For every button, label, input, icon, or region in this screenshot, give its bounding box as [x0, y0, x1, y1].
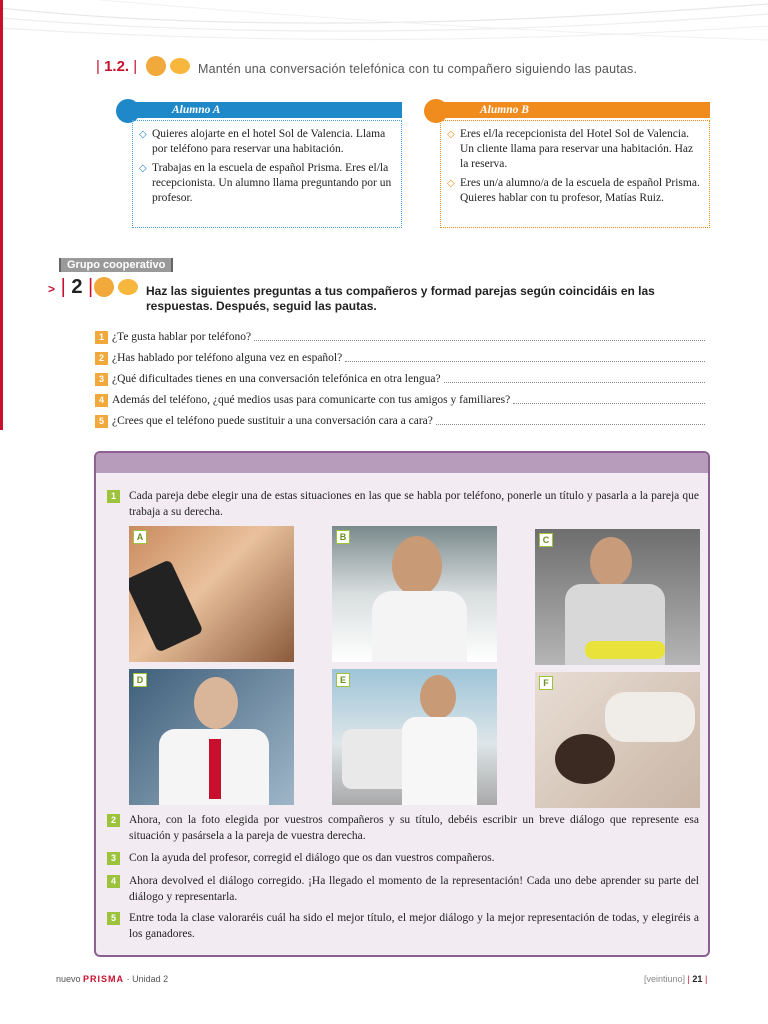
footer-brand: nuevo PRISMA · Unidad 2 — [56, 974, 169, 984]
step-3: 3 Con la ayuda del profesor, corregid el diálogo que os dan vuestros compañeros. — [107, 850, 699, 866]
photo-c: C — [535, 529, 700, 665]
step-5: 5 Entre toda la clase valoraréis cuál ha sido el mejor título, el mejor diálogo y la mejor representación de todas, y elegiréis a los ganadores. — [107, 910, 699, 942]
alumno-b-item: ◇ Eres un/a alumno/a de la escuela de español Prisma. Quieres hablar con tu profesor, Matías Ruiz. — [447, 177, 700, 204]
grupo-cooperativo-label: Grupo cooperativo — [59, 258, 173, 272]
footer-page-number: [veintiuno] | 21 | — [644, 974, 708, 984]
photo-d: D — [129, 669, 294, 805]
exercise-1-2-instruction: Mantén una conversación telefónica con tu compañero siguiendo las pautas. — [198, 62, 638, 76]
exercise-1-2-number: | 1.2. | — [96, 58, 138, 75]
arrow-icon: ◇ — [447, 178, 455, 189]
pair-work-icons — [146, 56, 190, 76]
left-margin-rule — [0, 0, 3, 430]
alumno-a-item: ◇ Quieres alojarte en el hotel Sol de Valencia. Llama por teléfono para reservar una habitación. — [139, 128, 386, 155]
alumno-b-item: ◇ Eres el/la recepcionista del Hotel Sol de Valencia. Un cliente llama para reservar una habitación. Haz la reserva. — [447, 128, 694, 170]
photo-e: E — [332, 669, 497, 805]
alumno-b-title: Alumno B — [440, 102, 710, 118]
speech-bubble-icon — [118, 279, 138, 295]
question-row: 1 ¿Te gusta hablar por teléfono? — [95, 329, 705, 345]
arrow-icon: ◇ — [139, 163, 147, 174]
header-decorative-curves — [0, 0, 768, 60]
exercise-2-number: > | 2 | — [48, 276, 94, 298]
photo-a: A — [129, 526, 294, 662]
group-icon — [94, 277, 114, 297]
step-2: 2 Ahora, con la foto elegida por vuestros compañeros y su título, debéis escribir un breve diálogo que represente esa situación y pasársela a la pareja de vuestra derecha. — [107, 812, 699, 844]
step-4: 4 Ahora devolved el diálogo corregido. ¡Ha llegado el momento de la representación! Cada uno debe aprender su parte del diálogo y representarla. — [107, 873, 699, 905]
alumno-a-item: ◇ Trabajas en la escuela de español Prisma. Eres el/la recepcionista. Un alumno llama preguntando por un profesor. — [139, 162, 392, 204]
alumno-a-title: Alumno A — [132, 102, 402, 118]
alumno-a-card — [124, 102, 402, 228]
photo-b: B — [332, 526, 497, 662]
photo-f: F — [535, 672, 700, 808]
question-row: 2 ¿Has hablado por teléfono alguna vez en español? — [95, 350, 705, 366]
question-row: 4 Además del teléfono, ¿qué medios usas para comunicarte con tus amigos y familiares? — [95, 392, 705, 408]
alumno-b-card — [432, 102, 710, 228]
arrow-icon: ◇ — [139, 129, 147, 140]
step-1: 1 Cada pareja debe elegir una de estas situaciones en las que se habla por teléfono, ponerle un título y pasarla a la pareja que trabaja a su derecha. — [107, 488, 699, 520]
exercise-2-instruction: Haz las siguientes preguntas a tus compañeros y formad parejas según coincidáis en las respuestas. Después, seguid las pautas. — [146, 284, 655, 313]
question-row: 3 ¿Qué dificultades tienes en una conversación telefónica en otra lengua? — [95, 371, 705, 387]
group-icon — [146, 56, 166, 76]
arrow-icon: ◇ — [447, 129, 455, 140]
group-work-icons — [94, 277, 138, 297]
question-row: 5 ¿Crees que el teléfono puede sustituir a una conversación cara a cara? — [95, 413, 705, 429]
cooperative-steps-header-bar — [96, 453, 708, 473]
speech-bubble-icon — [170, 58, 190, 74]
chevron-right-icon: > — [48, 282, 56, 296]
